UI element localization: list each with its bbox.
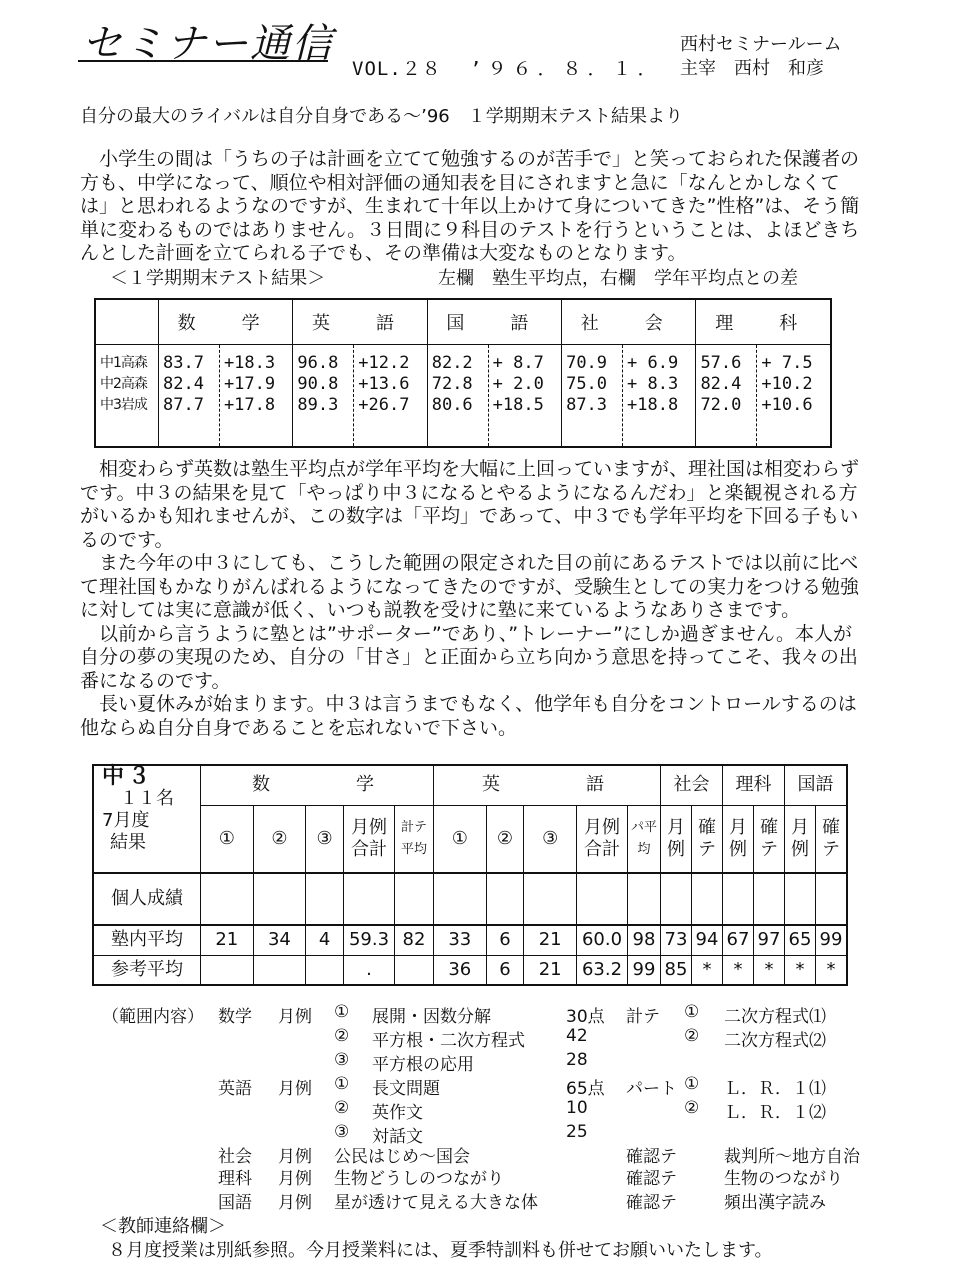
score: 87.3 bbox=[566, 395, 608, 415]
col-head: ① bbox=[433, 805, 486, 873]
subject-header-row bbox=[95, 299, 831, 345]
col-head: ② bbox=[486, 805, 524, 873]
test-topic: 二次方程式⑵ bbox=[724, 1031, 826, 1051]
subject-social: 社 会 bbox=[562, 299, 696, 345]
cell: 36 bbox=[433, 955, 486, 985]
test-topic: 生物のつながり bbox=[724, 1169, 843, 1189]
item-topic: 英作文 bbox=[372, 1103, 423, 1123]
diff: +13.6 bbox=[358, 374, 410, 394]
row-label: 塾内平均 bbox=[93, 925, 201, 955]
test-topic: Ｌ．Ｒ．１⑴ bbox=[724, 1079, 826, 1099]
cell: * bbox=[754, 955, 785, 985]
diff: + 2.0 bbox=[492, 374, 544, 394]
paragraph: 以前から言うように塾とは”サポーター”であり、”トレーナー”にしか過ぎません。本人が自分の夢の実現のため、自分の「甘さ」と正面から立ち向かう意思を持ってこそ、我々の出番になるのです。 bbox=[80, 622, 858, 692]
cell: 21 bbox=[524, 955, 577, 985]
cell: * bbox=[816, 955, 848, 985]
range-subject: 国語 bbox=[218, 1193, 252, 1213]
test-kind: パート bbox=[626, 1079, 677, 1099]
japanese-header: 国語 bbox=[785, 765, 848, 805]
diff: +18.8 bbox=[627, 395, 679, 415]
score: 83.7 bbox=[163, 353, 204, 373]
diff: + 8.3 bbox=[627, 374, 679, 394]
school-average-row bbox=[93, 925, 847, 955]
item-topic: 公民はじめ〜国会 bbox=[334, 1147, 470, 1167]
cell bbox=[306, 955, 344, 985]
range-kind: 月例 bbox=[278, 1169, 312, 1189]
cell: 34 bbox=[253, 925, 306, 955]
score: 89.3 bbox=[297, 395, 339, 415]
score: 87.7 bbox=[163, 395, 204, 415]
item-number: ② bbox=[684, 1098, 700, 1118]
item-points: 10 bbox=[566, 1098, 588, 1118]
test-kind: 確認テ bbox=[626, 1147, 677, 1167]
cell bbox=[201, 955, 254, 985]
range-heading: （範囲内容） bbox=[102, 1007, 204, 1027]
results-title: ＜１学期期末テスト結果＞ bbox=[110, 268, 326, 289]
test-kind: 確認テ bbox=[626, 1193, 677, 1213]
item-topic: 平方根の応用 bbox=[372, 1055, 474, 1075]
item-points: 42 bbox=[566, 1026, 588, 1046]
score: 80.6 bbox=[431, 395, 473, 415]
cell: 82 bbox=[394, 925, 433, 955]
cell: * bbox=[785, 955, 816, 985]
newsletter-logo: セミナー通信 bbox=[82, 21, 334, 67]
diff: +17.8 bbox=[223, 395, 276, 415]
cell: 33 bbox=[433, 925, 486, 955]
cell: . bbox=[343, 955, 394, 985]
col-head: ② bbox=[253, 805, 306, 873]
item-topic: 長文問題 bbox=[372, 1079, 440, 1099]
col-head: 確テ bbox=[816, 805, 848, 873]
row-label: 個人成績 bbox=[93, 873, 201, 925]
cell: 4 bbox=[306, 925, 344, 955]
item-number: ③ bbox=[334, 1050, 350, 1070]
col-head: 確テ bbox=[754, 805, 785, 873]
range-subject: 数学 bbox=[218, 1007, 252, 1027]
item-number: ① bbox=[684, 1002, 700, 1022]
organization-name: 西村セミナールーム bbox=[680, 34, 842, 55]
intro-paragraph: 小学生の間は「うちの子は計画を立てて勉強するのが苦手で」と笑っておられた保護者の方も、中学になって、順位や相対評価の通知表を目にされますと急に「なんとかしなくては」と思われるようなのですが、生まれて十年以上かけて身についてきた”性格”は、そう簡単に変わるものではありません。３日間に９科目のテストを行うということは、よほどきちんとした計画を立てられる子でも、その準備は大変なものとなります。 bbox=[80, 148, 860, 264]
col-head: 月例合計 bbox=[577, 805, 628, 873]
item-number: ② bbox=[684, 1026, 700, 1046]
col-head: ③ bbox=[524, 805, 577, 873]
item-points: 28 bbox=[566, 1050, 588, 1070]
cell: 85 bbox=[661, 955, 692, 985]
item-topic: 展開・因数分解 bbox=[372, 1007, 491, 1027]
item-number: ② bbox=[334, 1026, 350, 1046]
cell: 73 bbox=[661, 925, 692, 955]
subject-japanese: 国 語 bbox=[427, 299, 561, 345]
col-head: パ平均 bbox=[628, 805, 661, 873]
cell bbox=[253, 955, 306, 985]
reference-average-row bbox=[93, 955, 847, 985]
diff: + 6.9 bbox=[627, 353, 679, 373]
editor-name: 主宰 西村 和彦 bbox=[680, 58, 824, 79]
issue-date: ’９６．８．１． bbox=[470, 58, 663, 80]
term-results-table bbox=[94, 298, 832, 448]
score: 72.0 bbox=[700, 395, 742, 415]
results-legend: 左欄 塾生平均点，右欄 学年平均点との差 bbox=[438, 268, 798, 289]
col-head: 月例 bbox=[785, 805, 816, 873]
diff: +17.9 bbox=[223, 374, 276, 394]
teacher-notes-heading: ＜教師連絡欄＞ bbox=[100, 1216, 226, 1237]
item-topic: 生物どうしのつながり bbox=[334, 1169, 504, 1189]
cell: 98 bbox=[628, 925, 661, 955]
cell: 63.2 bbox=[577, 955, 628, 985]
result-label: 結果 bbox=[110, 832, 146, 853]
range-subject: 英語 bbox=[218, 1079, 252, 1099]
range-subject: 理科 bbox=[218, 1169, 252, 1189]
score: 75.0 bbox=[566, 374, 608, 394]
score: 90.8 bbox=[297, 374, 339, 394]
item-number: ① bbox=[684, 1074, 700, 1094]
cell: 99 bbox=[628, 955, 661, 985]
diff: +10.6 bbox=[761, 395, 813, 415]
diff: +18.5 bbox=[492, 395, 544, 415]
cell: 65 bbox=[785, 925, 816, 955]
score: 82.4 bbox=[163, 374, 204, 394]
cell: 21 bbox=[524, 925, 577, 955]
volume-number: VOL.２８ bbox=[352, 58, 442, 80]
cell: 97 bbox=[754, 925, 785, 955]
col-head: 計テ平均 bbox=[394, 805, 433, 873]
row-label: 中3岩成 bbox=[100, 397, 147, 413]
subject-english: 英 語 bbox=[293, 299, 427, 345]
science-header: 理科 bbox=[723, 765, 785, 805]
col-head: 月例合計 bbox=[343, 805, 394, 873]
test-topic: 裁判所〜地方自治 bbox=[724, 1147, 860, 1167]
col-head: ③ bbox=[306, 805, 344, 873]
range-kind: 月例 bbox=[278, 1079, 312, 1099]
item-number: ① bbox=[334, 1074, 350, 1094]
paragraph: 長い夏休みが始まります。中３は言うまでもなく、他学年も自分をコントロールするのは他ならぬ自分自身であることを忘れないで下さい。 bbox=[80, 693, 857, 739]
test-topic: 二次方程式⑴ bbox=[724, 1007, 826, 1027]
test-topic: 頻出漢字読み bbox=[724, 1193, 826, 1213]
social-header: 社会 bbox=[661, 765, 723, 805]
score: 82.2 bbox=[431, 353, 473, 373]
test-topic: Ｌ．Ｒ．１⑵ bbox=[724, 1103, 826, 1123]
paragraph: 相変わらず英数は塾生平均点が学年平均を大幅に上回っていますが、理社国は相変わらずです。中３の結果を見て「やっぱり中３になるとやるようになるんだわ」と楽観視される方がいるかも知れませんが、この数字は「平均」であって、中３でも学年平均を下回る子もいるのです。 bbox=[80, 458, 860, 551]
cell: 94 bbox=[692, 925, 723, 955]
score: 96.8 bbox=[297, 353, 339, 373]
row-label: 参考平均 bbox=[93, 955, 201, 985]
test-kind: 計テ bbox=[626, 1007, 660, 1027]
results-data-row bbox=[95, 345, 831, 448]
row-label: 中1高森 bbox=[100, 355, 147, 371]
diff: +18.3 bbox=[223, 353, 276, 373]
cell: 99 bbox=[816, 925, 848, 955]
col-head: 月例 bbox=[661, 805, 692, 873]
test-kind: 確認テ bbox=[626, 1169, 677, 1189]
article-headline: 自分の最大のライバルは自分自身である〜’96 １学期期末テスト結果より bbox=[80, 106, 684, 127]
logo-underline bbox=[78, 60, 328, 62]
range-kind: 月例 bbox=[278, 1193, 312, 1213]
col-head: 月例 bbox=[723, 805, 754, 873]
cell: 67 bbox=[723, 925, 754, 955]
item-points: 25 bbox=[566, 1122, 588, 1142]
score: 82.4 bbox=[700, 374, 742, 394]
item-topic: 平方根・二次方程式 bbox=[372, 1031, 525, 1051]
cell: 6 bbox=[486, 925, 524, 955]
diff: +12.2 bbox=[358, 353, 410, 373]
item-number: ② bbox=[334, 1098, 350, 1118]
grade-title: 中３ bbox=[102, 764, 155, 789]
subject-math: 数 学 bbox=[159, 299, 293, 345]
item-topic: 対話文 bbox=[372, 1127, 423, 1147]
paragraph: また今年の中３にしても、こうした範囲の限定された目の前にあるテストでは以前に比べて理社国もかなりがんばれるようになってきたのですが、受験生としての実力をつける勉強に対しては実に意識が低く、いつも説教を受けに塾に来ているようなありさまです。 bbox=[80, 552, 860, 621]
diff: + 7.5 bbox=[761, 353, 813, 373]
cell: 6 bbox=[486, 955, 524, 985]
range-kind: 月例 bbox=[278, 1147, 312, 1167]
col-head: 確テ bbox=[692, 805, 723, 873]
score: 57.6 bbox=[700, 353, 742, 373]
range-kind: 月例 bbox=[278, 1007, 312, 1027]
item-number: ③ bbox=[334, 1122, 350, 1142]
teacher-notes-text: ８月度授業は別紙参照。今月授業料には、夏季特訓料も併せてお願いいたします。 bbox=[108, 1240, 773, 1261]
col-head: ① bbox=[201, 805, 254, 873]
individual-row bbox=[93, 873, 847, 925]
cell bbox=[394, 955, 433, 985]
cell: * bbox=[692, 955, 723, 985]
cell: * bbox=[723, 955, 754, 985]
cell: 59.3 bbox=[343, 925, 394, 955]
item-topic: 星が透けて見える大きな体 bbox=[334, 1193, 538, 1213]
diff: +10.2 bbox=[761, 374, 813, 394]
item-points: 30点 bbox=[566, 1007, 605, 1027]
score: 70.9 bbox=[566, 353, 608, 373]
item-number: ① bbox=[334, 1002, 350, 1022]
grade3-results-table bbox=[92, 764, 848, 986]
diff: +26.7 bbox=[358, 395, 410, 415]
english-header: 英 語 bbox=[433, 765, 660, 805]
cell: 21 bbox=[201, 925, 254, 955]
diff: + 8.7 bbox=[492, 353, 544, 373]
cell: 60.0 bbox=[577, 925, 628, 955]
math-header: 数 学 bbox=[201, 765, 434, 805]
month-label: 7月度 bbox=[102, 810, 150, 831]
score: 72.8 bbox=[431, 374, 473, 394]
row-label: 中2高森 bbox=[100, 376, 147, 392]
body-text bbox=[80, 458, 860, 740]
subject-science: 理 科 bbox=[696, 299, 831, 345]
item-points: 65点 bbox=[566, 1079, 605, 1099]
range-subject: 社会 bbox=[218, 1147, 252, 1167]
student-count: １１名 bbox=[120, 788, 174, 809]
